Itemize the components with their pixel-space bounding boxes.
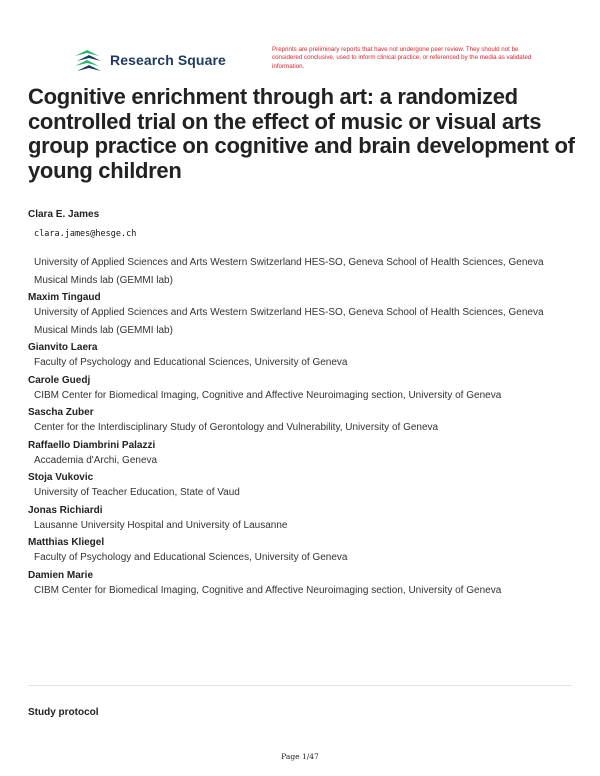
author-name: Maxim Tingaud xyxy=(28,292,101,303)
author-entry xyxy=(28,569,576,600)
paper-title: Cognitive enrichment through art: a randomized controlled trial on the effect of music or visual arts group practice on cognitive and brain development of young children xyxy=(28,84,575,183)
author-entry xyxy=(28,341,576,372)
author-affiliation: University of Applied Sciences and Arts Western Switzerland HES-SO, Geneva School of Health Sciences, Geneva Musical Minds lab (GEMMI lab) xyxy=(34,307,544,336)
author-name: Matthias Kliegel xyxy=(28,537,105,548)
author-name: Gianvito Laera xyxy=(28,342,98,353)
research-square-logo[interactable] xyxy=(73,47,226,73)
article-type: Study protocol xyxy=(28,707,99,718)
author-entry xyxy=(28,291,576,339)
author-list xyxy=(28,208,576,599)
author-affiliation: CIBM Center for Biomedical Imaging, Cognitive and Affective Neuroimaging section, University of Geneva xyxy=(34,389,502,401)
author-name: Carole Guedj xyxy=(28,374,91,386)
author-entry xyxy=(28,439,576,470)
author-entry xyxy=(28,504,576,535)
author-name: Damien Marie xyxy=(28,569,94,581)
research-square-logo-icon xyxy=(73,48,103,72)
author-affiliation: University of Applied Sciences and Arts Western Switzerland HES-SO, Geneva School of Health Sciences, Geneva Musical Minds lab (GEMMI lab) xyxy=(34,257,544,286)
author-name: Clara E. James xyxy=(28,209,100,220)
author-name: Jonas Richiardi xyxy=(28,504,103,516)
page-number: Page 1/47 xyxy=(281,752,319,761)
author-entry xyxy=(28,536,576,567)
author-entry xyxy=(28,208,576,289)
author-affiliation: Faculty of Psychology and Educational Sciences, University of Geneva xyxy=(34,552,348,563)
logo-text: Research Square xyxy=(110,52,226,68)
author-affiliation: Center for the Interdisciplinary Study of Gerontology and Vulnerability, University of Geneva xyxy=(34,422,439,433)
author-entry xyxy=(28,406,576,437)
author-name: Raffaello Diambrini Palazzi xyxy=(28,439,156,451)
author-affiliation: CIBM Center for Biomedical Imaging, Cognitive and Affective Neuroimaging section, University of Geneva xyxy=(34,584,502,596)
author-name: Sascha Zuber xyxy=(28,407,94,418)
author-affiliation: Accademia d'Archi, Geneva xyxy=(34,454,158,466)
corresponding-email[interactable]: clara.james@hesge.ch xyxy=(34,229,137,239)
author-entry xyxy=(28,374,576,405)
section-divider xyxy=(28,685,572,686)
author-affiliation: Lausanne University Hospital and University of Lausanne xyxy=(34,519,288,531)
author-name: Stoja Vukovic xyxy=(28,472,94,483)
preprint-disclaimer: Preprints are preliminary reports that have not undergone peer review. They should not be considered conclusive, used to inform clinical practice, or referenced by the media as validated information. xyxy=(272,46,532,70)
author-affiliation: Faculty of Psychology and Educational Sciences, University of Geneva xyxy=(34,357,348,368)
author-affiliation: University of Teacher Education, State of Vaud xyxy=(34,487,240,498)
author-entry xyxy=(28,471,576,502)
